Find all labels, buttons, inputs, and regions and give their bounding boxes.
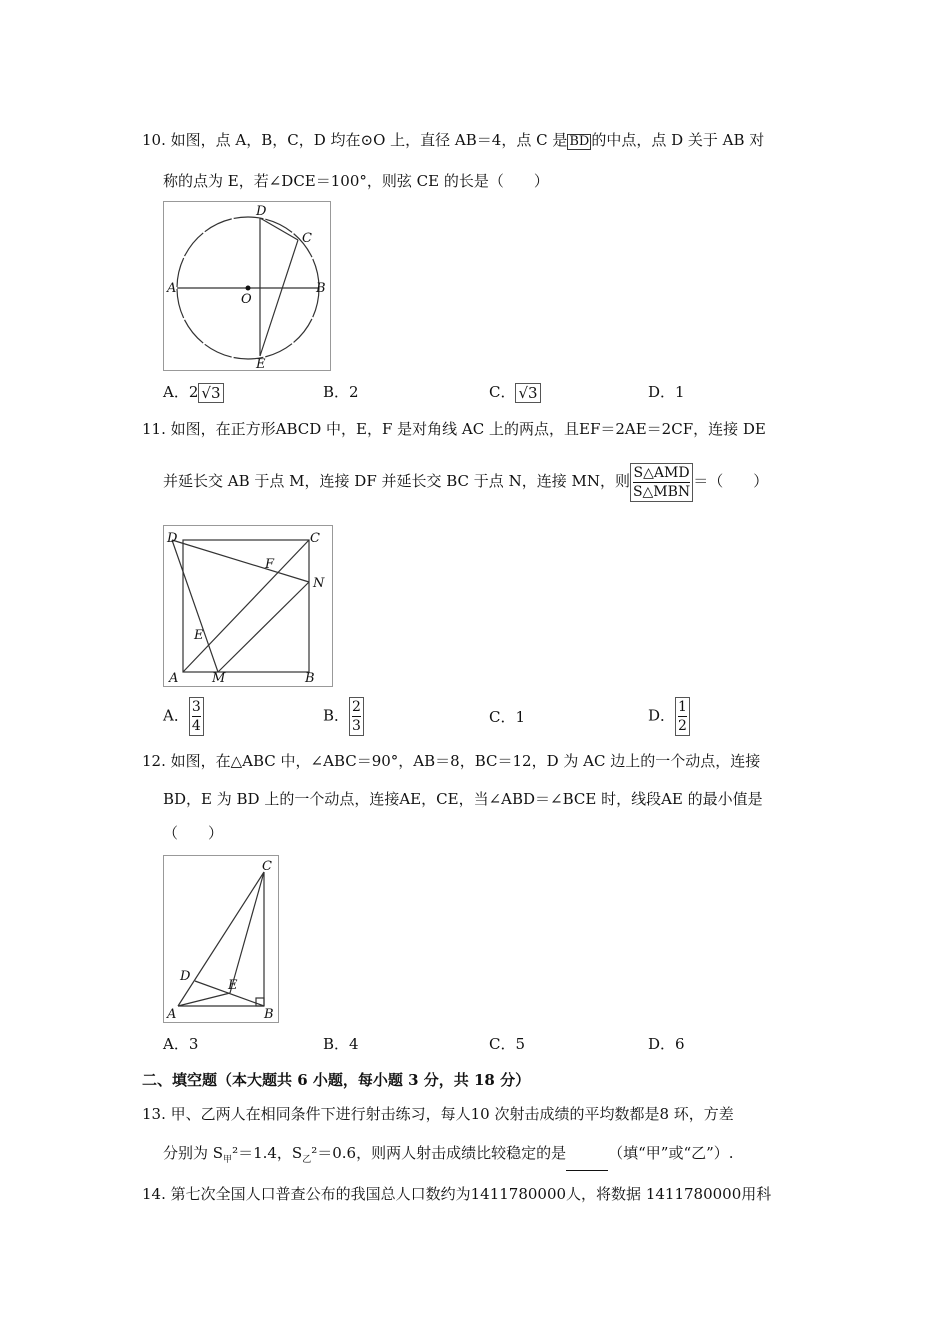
q12-option-d[interactable]: D．6	[648, 1035, 685, 1053]
label-e: E	[228, 978, 238, 993]
q10-line1: 10. 如图，点 A，B，C，D 均在⊙O 上，直径 AB＝4，点 C 是 BD 的中点，点 D 关于 AB 对	[142, 131, 765, 149]
label-b: B	[264, 1007, 274, 1022]
q10-line2: 称的点为 E，若∠DCE＝100°，则弦 CE 的长是（ ）	[163, 172, 549, 190]
label-o: O	[241, 292, 252, 307]
label-n: N	[313, 576, 325, 591]
label-b: B	[316, 281, 326, 296]
q12-line3: （ ）	[163, 824, 224, 842]
q14-line1: 14. 第七次全国人口普查公布的我国总人口数约为1411780000人，将数据 1411780000用科	[142, 1185, 772, 1203]
q12-line1: 12. 如图，在△ABC 中，∠ABC＝90°，AB＝8，BC＝12，D 为 AC 边上的一个动点，连接	[142, 752, 761, 770]
label-c: C	[262, 859, 272, 874]
label-c: C	[310, 531, 320, 546]
label-a: A	[167, 281, 177, 296]
label-d: D	[167, 531, 178, 546]
label-d: D	[256, 204, 267, 219]
label-f: F	[265, 557, 275, 572]
q11-option-d[interactable]: D． $\frac{1}{2}$	[648, 697, 690, 736]
sqrt-symbol: √3	[198, 383, 223, 403]
q12-figure	[163, 855, 279, 1023]
q10-option-b[interactable]: B．2	[323, 383, 359, 401]
q10-option-d[interactable]: D．1	[648, 383, 685, 401]
q11-line2: 并延长交 AB 于点 M，连接 DF 并延长交 BC 于点 N，连接 MN，则 $\frac{\text{S△AMD}}{\text{S△MBN}}$ ＝（ ）	[163, 464, 769, 500]
q11-option-a[interactable]: A． $\frac{3}{4}$	[163, 697, 204, 736]
label-a: A	[169, 671, 179, 686]
section-heading: 二、填空题（本大题共 6 小题，每小题 3 分，共 18 分）	[142, 1071, 531, 1089]
label-a: A	[167, 1007, 177, 1022]
label-e: E	[256, 357, 266, 370]
q10-option-c[interactable]: C． √3	[489, 381, 541, 403]
q12-option-b[interactable]: B．4	[323, 1035, 359, 1053]
q11-figure	[163, 525, 333, 687]
q11-option-c[interactable]: C．1	[489, 708, 526, 726]
sqrt-symbol: √3	[515, 383, 540, 403]
q12-option-a[interactable]: A．3	[163, 1035, 199, 1053]
q10-figure	[163, 201, 331, 371]
answer-blank[interactable]	[566, 1154, 608, 1171]
q12-line2: BD，E 为 BD 上的一个动点，连接AE，CE，当∠ABD＝∠BCE 时，线段AE 的最小值是	[163, 790, 763, 808]
label-e: E	[194, 628, 204, 643]
ratio-fraction: $\frac{\text{S△AMD}}{\text{S△MBN}}$	[630, 463, 693, 502]
label-b: B	[305, 671, 315, 686]
q10-option-a[interactable]: A．2 √3	[163, 381, 224, 403]
q11-option-b[interactable]: B． $\frac{2}{3}$	[323, 697, 364, 736]
arc-bd: BD	[569, 134, 590, 149]
q13-line1: 13. 甲、乙两人在相同条件下进行射击练习，每人10 次射击成绩的平均数都是8 环，方差	[142, 1105, 734, 1123]
label-d: D	[180, 969, 191, 984]
q12-option-c[interactable]: C．5	[489, 1035, 526, 1053]
q11-line1: 11. 如图，在正方形ABCD 中，E，F 是对角线 AC 上的两点，且EF＝2AE＝2CF，连接 DE	[142, 420, 766, 438]
q13-line2: 分别为 $S_甲^2=1.4$，$S_乙^2=0.6$，则两人射击成绩比较稳定的是 （填“甲”或“乙”）.	[163, 1142, 734, 1171]
label-m: M	[212, 671, 226, 686]
label-c: C	[302, 231, 312, 246]
